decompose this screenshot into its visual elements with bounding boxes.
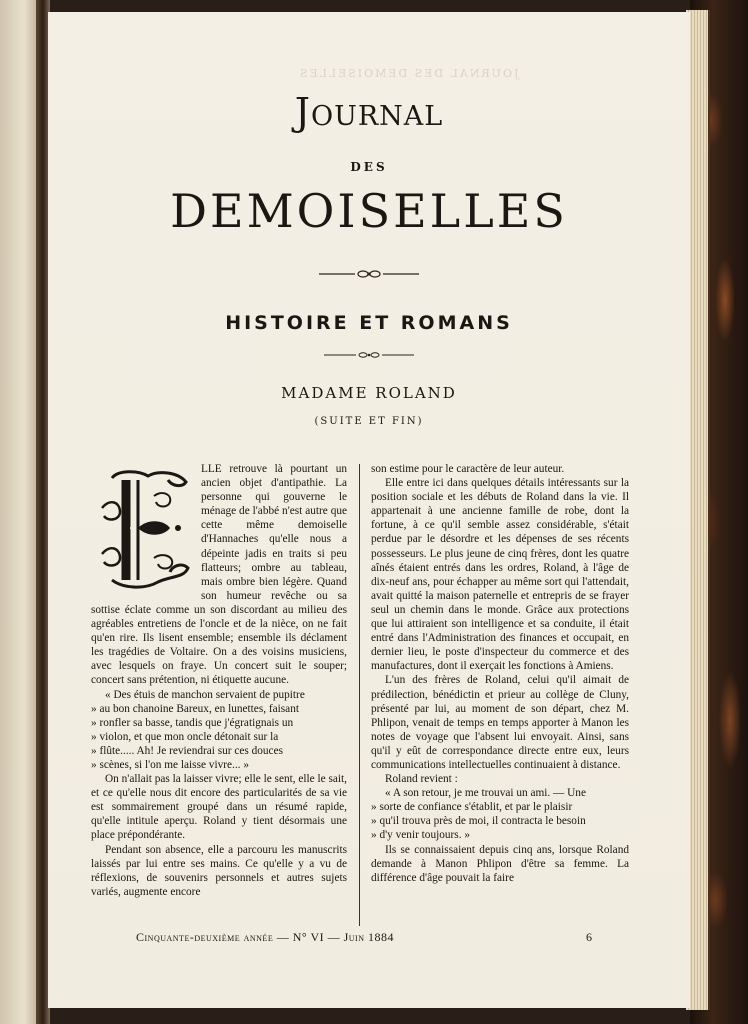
ornament-divider-small — [48, 348, 690, 362]
page-number: 6 — [586, 930, 593, 944]
paragraph: L'un des frères de Roland, celui qu'il aimait de prédilection, bénédictin et prieur au collège de Cluny, présenté par lui, au moment de son départ, chez M. Phlipon, venait de temps en temps apporter à Manon les notes de voyage que l'absent lui envoyait. Ainsi, sans qu'il y eût de correspondance directe entre eux, leurs communications intellectuelles continuaient à distance. — [371, 674, 629, 771]
quote-line: » sorte de confiance s'établit, et par le plaisir — [371, 801, 573, 814]
paragraph: On n'allait pas la laisser vivre; elle le sent, elle le sait, et ce qu'elle nous dit encore des particularités de sa vie est sommairement groupé dans un résumé rapide, qu'elle intitule aperçu. Roland y tient désormais une place prépondérante. — [91, 773, 348, 842]
article-subtitle: (SUITE ET FIN) — [314, 416, 424, 427]
masthead-demoiselles: DEMOISELLES — [170, 184, 568, 238]
issue-line: Cinquante-deuxième année — N° VI — Juin 1884 — [136, 930, 394, 944]
page — [48, 12, 690, 1008]
quote-line: » scènes, si l'on me laisse vivre... » — [91, 758, 249, 771]
quote-line: » qu'il trouva près de moi, il contracta le besoin — [371, 815, 586, 828]
quote-line: » d'y venir toujours. » — [371, 829, 470, 842]
flourish-icon — [319, 269, 419, 279]
previous-page-edge — [0, 0, 40, 1024]
ornament-divider — [48, 268, 690, 282]
paragraph: Roland revient : — [385, 773, 458, 786]
masthead-des: DES — [350, 160, 388, 174]
right-column — [371, 462, 629, 885]
section-title: HISTOIRE ET ROMANS — [225, 312, 513, 334]
left-column — [91, 462, 347, 899]
paragraph: LLE retrouve là pourtant un ancien objet d'antipathie. La personne qui gouverne le ménage de l'abbé n'est autre que cette même demoiselle d'Hannaches qu'elle nous a dépeinte jadis en traits si peu flatteurs; ombre au tableau, mais ombre bien légère. Quand son humeur revêche ou sa sottise éclate comme un son discordant au milieu des agréables entretiens de l'oncle et de la nièce, on ne fait qu'en rire. Ils lisent ensemble; ensemble ils déclament les tragédies de Voltaire. On a des voisins musiciens, avec lesquels on fraye. Un concert suit le souper; concert sans prétention, ni étiquette aucune. — [91, 463, 347, 687]
paragraph: Elle entre ici dans quelques détails intéressants sur la position sociale et les débuts de Roland dans la vie. Il appartenait à une ancienne famille de robe, dont la fortune, à ce qu'il semble assez considérable, s'était perdue par le désordre et les dépenses de ses récents possesseurs. Le plus jeune de cinq frères, dont les quatre aînés étaient entrés dans les ordres, Roland, à l'âge de dix-neuf ans, pour échapper au même sort qui l'attendait, avait quitté la maison paternelle et entrepris de se frayer seul un chemin dans le monde. Grâce aux protections que lui attiraient son intelligence et sa conduite, il était entré dans l'Administration des finances et occupait, en dernier lieu, le poste d'inspecteur du commerce et des manufactures, dont il exerçait les fonctions à Amiens. — [371, 477, 629, 673]
quote-line: « A son retour, je me trouvai un ami. — Une — [385, 787, 586, 800]
quote-line: » au bon chanoine Bareux, en lunettes, faisant — [91, 702, 299, 715]
paragraph: Ils se connaissaient depuis cinq ans, lorsque Roland demande à Manon Phlipon d'être sa femme. La différence d'âge pouvait la faire — [371, 843, 629, 884]
column-rule — [359, 464, 360, 926]
bleed-through-header: JOURNAL DES DEMOISELLES — [298, 67, 519, 80]
quote-line: » ronfler sa basse, tandis que j'égratignais un — [91, 716, 294, 729]
quote-line: « Des étuis de manchon servaient de pupitre — [105, 688, 305, 701]
paragraph: Pendant son absence, elle a parcouru les manuscrits laissés par lui entre ses mains. Ce qu'elle y a vu de réflexions, de souvenirs personnels et autres sujets variés, augmente encore — [91, 843, 347, 898]
masthead-journal: Journal — [294, 90, 444, 134]
page-footer — [136, 930, 606, 945]
quote-line: » flûte..... Ah! Je reviendrai sur ces douces — [91, 744, 283, 757]
quote-line: » violon, et que mon oncle détonait sur la — [91, 730, 279, 743]
paragraph: son estime pour le caractère de leur auteur. — [371, 463, 565, 475]
dropcap-space — [91, 462, 201, 594]
flourish-small-icon — [324, 351, 414, 359]
article-title: MADAME ROLAND — [281, 384, 457, 402]
